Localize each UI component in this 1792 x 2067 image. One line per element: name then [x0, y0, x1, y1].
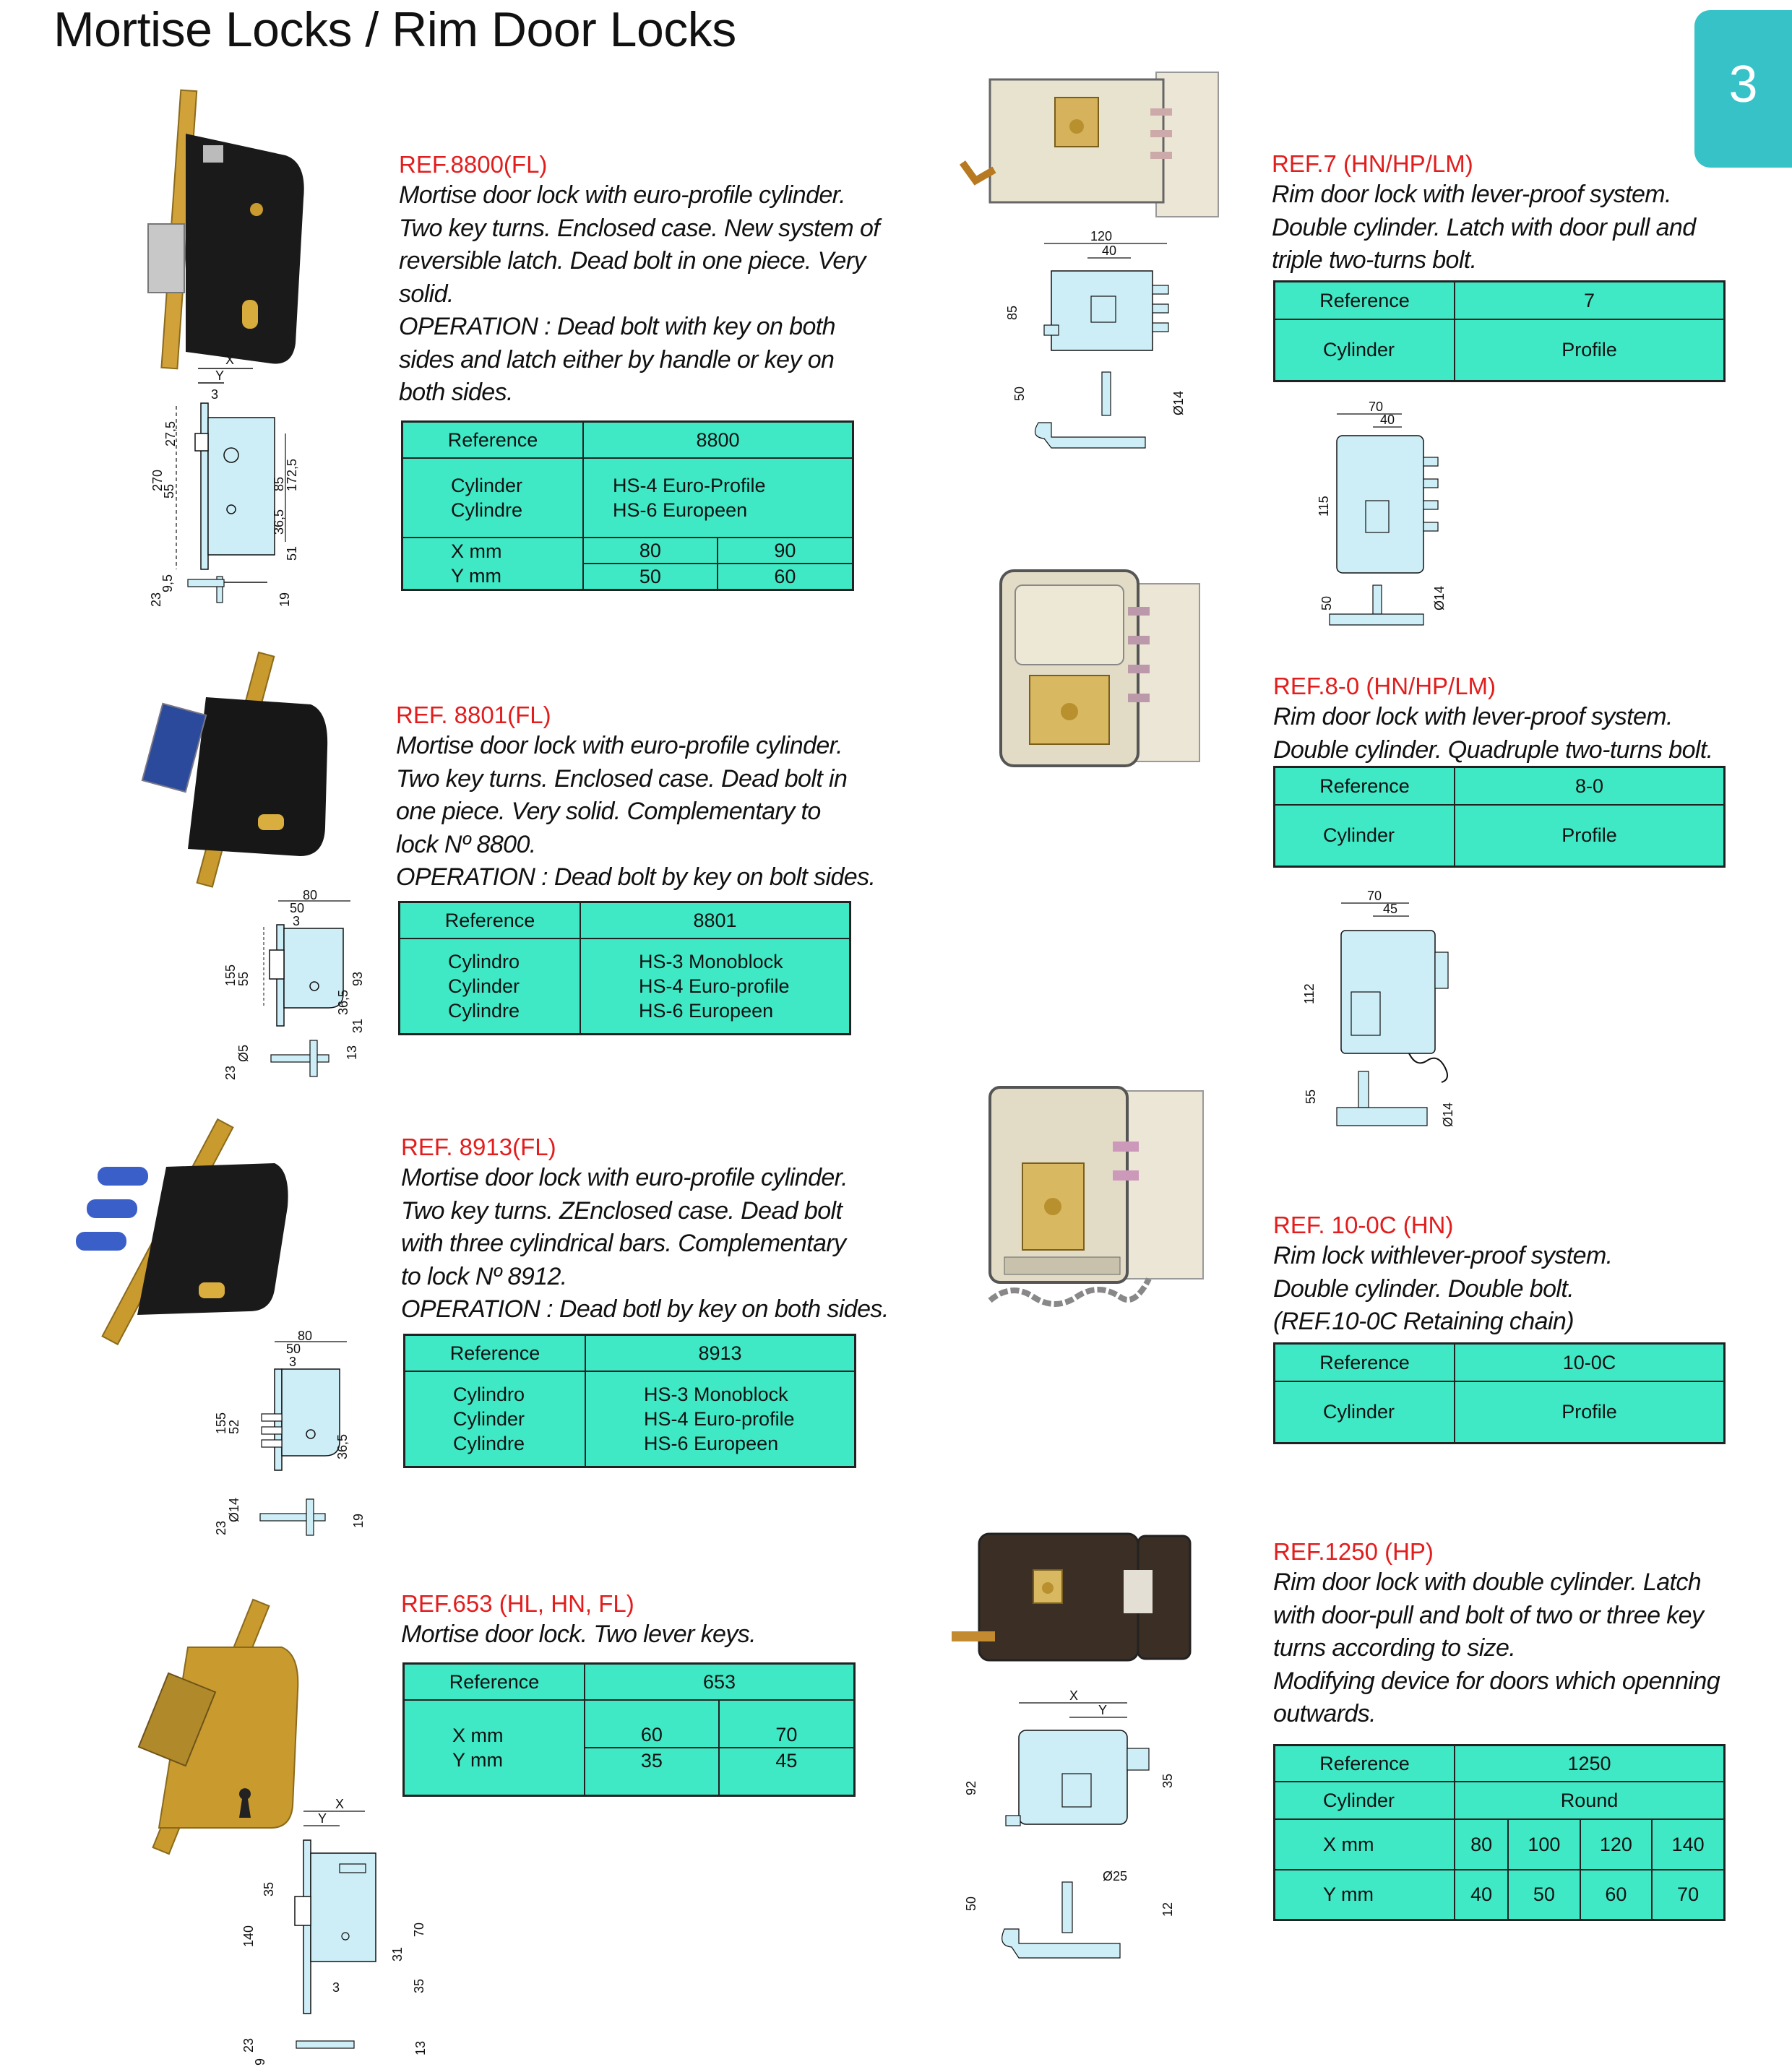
dim-40: 40: [1380, 413, 1395, 427]
dim-85: 85: [1005, 305, 1020, 320]
dim-y: Y: [318, 1811, 327, 1826]
dim-y: Y: [1098, 1703, 1108, 1717]
dim-5: Ø5: [236, 1044, 251, 1062]
dim-14: Ø14: [1171, 390, 1186, 415]
dim-13: 13: [413, 2040, 428, 2055]
dim-80: 80: [303, 888, 318, 902]
dim-x: X: [335, 1797, 345, 1811]
dim-12: 12: [1160, 1902, 1175, 1917]
ref-653-title: REF.653 (HL, HN, FL): [401, 1590, 634, 1617]
dim-50: 50: [964, 1896, 978, 1911]
dim-27: 27,5: [163, 420, 178, 446]
dim-50: 50: [1012, 386, 1027, 401]
ref-1250-title: REF.1250 (HP): [1273, 1538, 1434, 1565]
dim-140: 140: [241, 1925, 256, 1947]
dim-19: 19: [277, 592, 292, 607]
spec-table-8-0: Reference 8-0 Cylinder Profile: [1273, 766, 1726, 868]
lock-8913-drawing: [210, 1329, 383, 1542]
dim-9: 9,5: [160, 574, 175, 592]
ref-8913-description: Mortise door lock with euro-profile cylinder. Two key turns. ZEnclosed case. Dead bolt with three cylindrical bars. Complementary to lock Nº 8912. OPERATION : Dead botl by key on both sides.: [401, 1164, 889, 1323]
spec-table-8801: Reference 8801 Cylindro Cylinder Cylindre HS-3 Monoblock HS-4 Euro-profile HS-6 Europeen: [398, 901, 851, 1035]
spec-table-10-0c: Reference 10-0C Cylinder Profile: [1273, 1342, 1726, 1444]
spec-table-7: Reference 7 Cylinder Profile: [1273, 280, 1726, 382]
ref-10-0c-title: REF. 10-0C (HN): [1273, 1212, 1454, 1238]
dim-19: 19: [351, 1513, 366, 1528]
ref-8-0-description: Rim door lock with lever-proof system. Double cylinder. Quadruple two-turns bolt.: [1273, 703, 1713, 764]
dim-270: 270: [150, 469, 165, 491]
ref-8800-title: REF.8800(FL): [399, 151, 548, 178]
dim-85: 85: [272, 476, 286, 491]
lock-8801-drawing: [220, 888, 387, 1087]
section-number: 3: [1728, 56, 1758, 113]
dim-52: 52: [227, 1419, 241, 1434]
lock-10-0c-drawing: [1301, 887, 1467, 1176]
dim-x: X: [225, 353, 235, 367]
spec-table-653: Reference 653 X mm Y mm 60 70 35 45: [402, 1662, 856, 1797]
dim-35b: 35: [412, 1978, 426, 1993]
ref-8913-title: REF. 8913(FL): [401, 1134, 556, 1160]
dim-93: 93: [350, 971, 365, 986]
dim-14: Ø14: [227, 1497, 241, 1522]
lock-8800-drawing: [145, 354, 311, 614]
dim-23: 23: [241, 2037, 256, 2053]
dim-36: 36,5: [335, 1433, 350, 1459]
dim-36: 36,5: [272, 509, 286, 535]
dim-55: 55: [1304, 1089, 1318, 1104]
lock-10-0c-photo: [983, 1084, 1207, 1344]
dim-13: 13: [345, 1045, 359, 1060]
dim-80: 80: [298, 1329, 313, 1343]
lock-8-0-drawing: [1301, 401, 1460, 632]
lock-8913-photo: [58, 1105, 289, 1358]
dim-25: Ø25: [1103, 1869, 1128, 1883]
ref-653-description: Mortise door lock. Two lever keys.: [401, 1621, 757, 1648]
dim-31: 31: [350, 1018, 365, 1033]
dim-115: 115: [1317, 496, 1331, 517]
lock-8-0-photo: [986, 564, 1203, 780]
dim-50: 50: [1319, 595, 1334, 610]
dim-35: 35: [1160, 1773, 1175, 1788]
lock-1250-drawing: [961, 1687, 1192, 1976]
dim-70: 70: [1367, 889, 1382, 903]
dim-9: 9: [253, 2058, 267, 2066]
lock-8800-photo: [141, 83, 314, 372]
dim-40: 40: [1102, 243, 1117, 258]
ref-8-0-title: REF.8-0 (HN/HP/LM): [1273, 673, 1496, 699]
dim-36: 36,5: [336, 989, 350, 1015]
dim-y: Y: [215, 368, 225, 383]
section-tab: [1694, 10, 1792, 168]
dim-112: 112: [1302, 983, 1317, 1004]
dim-55: 55: [162, 483, 176, 499]
dim-70: 70: [1369, 400, 1384, 414]
ref-8801-title: REF. 8801(FL): [396, 702, 551, 728]
dim-172: 172,5: [285, 458, 299, 491]
ref-8801-description: Mortise door lock with euro-profile cylinder. Two key turns. Enclosed case. Dead bolt in one piece. Very solid. Complementary to lock Nº 8800. OPERATION : Dead bolt by key on bolt sides.: [396, 732, 876, 891]
dim-23: 23: [149, 592, 163, 607]
dim-31: 31: [390, 1946, 405, 1962]
ref-10-0c-description: Rim lock withlever-proof system. Double cylinder. Double bolt. (REF.10-0C Retaining chain): [1273, 1242, 1613, 1335]
lock-653-drawing: [231, 1781, 448, 2067]
lock-8801-photo: [119, 647, 336, 892]
dim-x: X: [1069, 1688, 1079, 1703]
dim-51: 51: [285, 545, 299, 561]
page-title: Mortise Locks / Rim Door Locks: [53, 2, 736, 57]
dim-155: 155: [214, 1412, 228, 1434]
ref-1250-description: Rim door lock with double cylinder. Latch with door-pull and bolt of two or three key turns according to size. Modifying device for doors which openning outwards.: [1273, 1568, 1720, 1727]
lock-7-photo: [961, 69, 1221, 220]
dim-14: Ø14: [1432, 585, 1447, 610]
dim-45: 45: [1383, 902, 1398, 916]
dim-120: 120: [1090, 229, 1113, 243]
dim-50: 50: [290, 901, 305, 915]
dim-3: 3: [289, 1355, 297, 1369]
dim-55: 55: [236, 971, 251, 986]
ref-7-description: Rim door lock with lever-proof system. Double cylinder. Latch with door pull and triple two-turns bolt.: [1272, 181, 1696, 274]
dim-23: 23: [214, 1520, 228, 1535]
spec-table-1250: Reference 1250 Cylinder Round X mm 80 100 120 140 Y mm 40 50 60 70: [1273, 1744, 1726, 1921]
dim-70: 70: [412, 1922, 426, 1937]
dim-14: Ø14: [1441, 1102, 1455, 1127]
ref-7-title: REF.7 (HN/HP/LM): [1272, 150, 1473, 177]
ref-8800-description: Mortise door lock with euro-profile cylinder. Two key turns. Enclosed case. New system of reversible latch. Dead bolt in one piece. Very solid. OPERATION : Dead bolt with key on both sides and latch either by handle or key on both sides.: [399, 181, 880, 406]
dim-3: 3: [211, 387, 219, 402]
dim-3: 3: [293, 914, 301, 928]
dim-155: 155: [223, 964, 238, 986]
spec-table-8913: Reference 8913 Cylindro Cylinder Cylindre HS-3 Monoblock HS-4 Euro-profile HS-6 Europeen: [403, 1334, 856, 1468]
spec-table-8800: Reference 8800 Cylinder Cylindre HS-4 Euro-Profile HS-6 Europeen X mm Y mm 80 90 50 60: [401, 420, 854, 591]
dim-23: 23: [223, 1065, 238, 1080]
lock-7-drawing: [1001, 228, 1196, 459]
dim-3: 3: [332, 1980, 340, 1995]
dim-35: 35: [262, 1881, 276, 1896]
lock-1250-photo: [950, 1530, 1196, 1667]
dim-50: 50: [286, 1342, 301, 1356]
dim-92: 92: [964, 1780, 978, 1795]
